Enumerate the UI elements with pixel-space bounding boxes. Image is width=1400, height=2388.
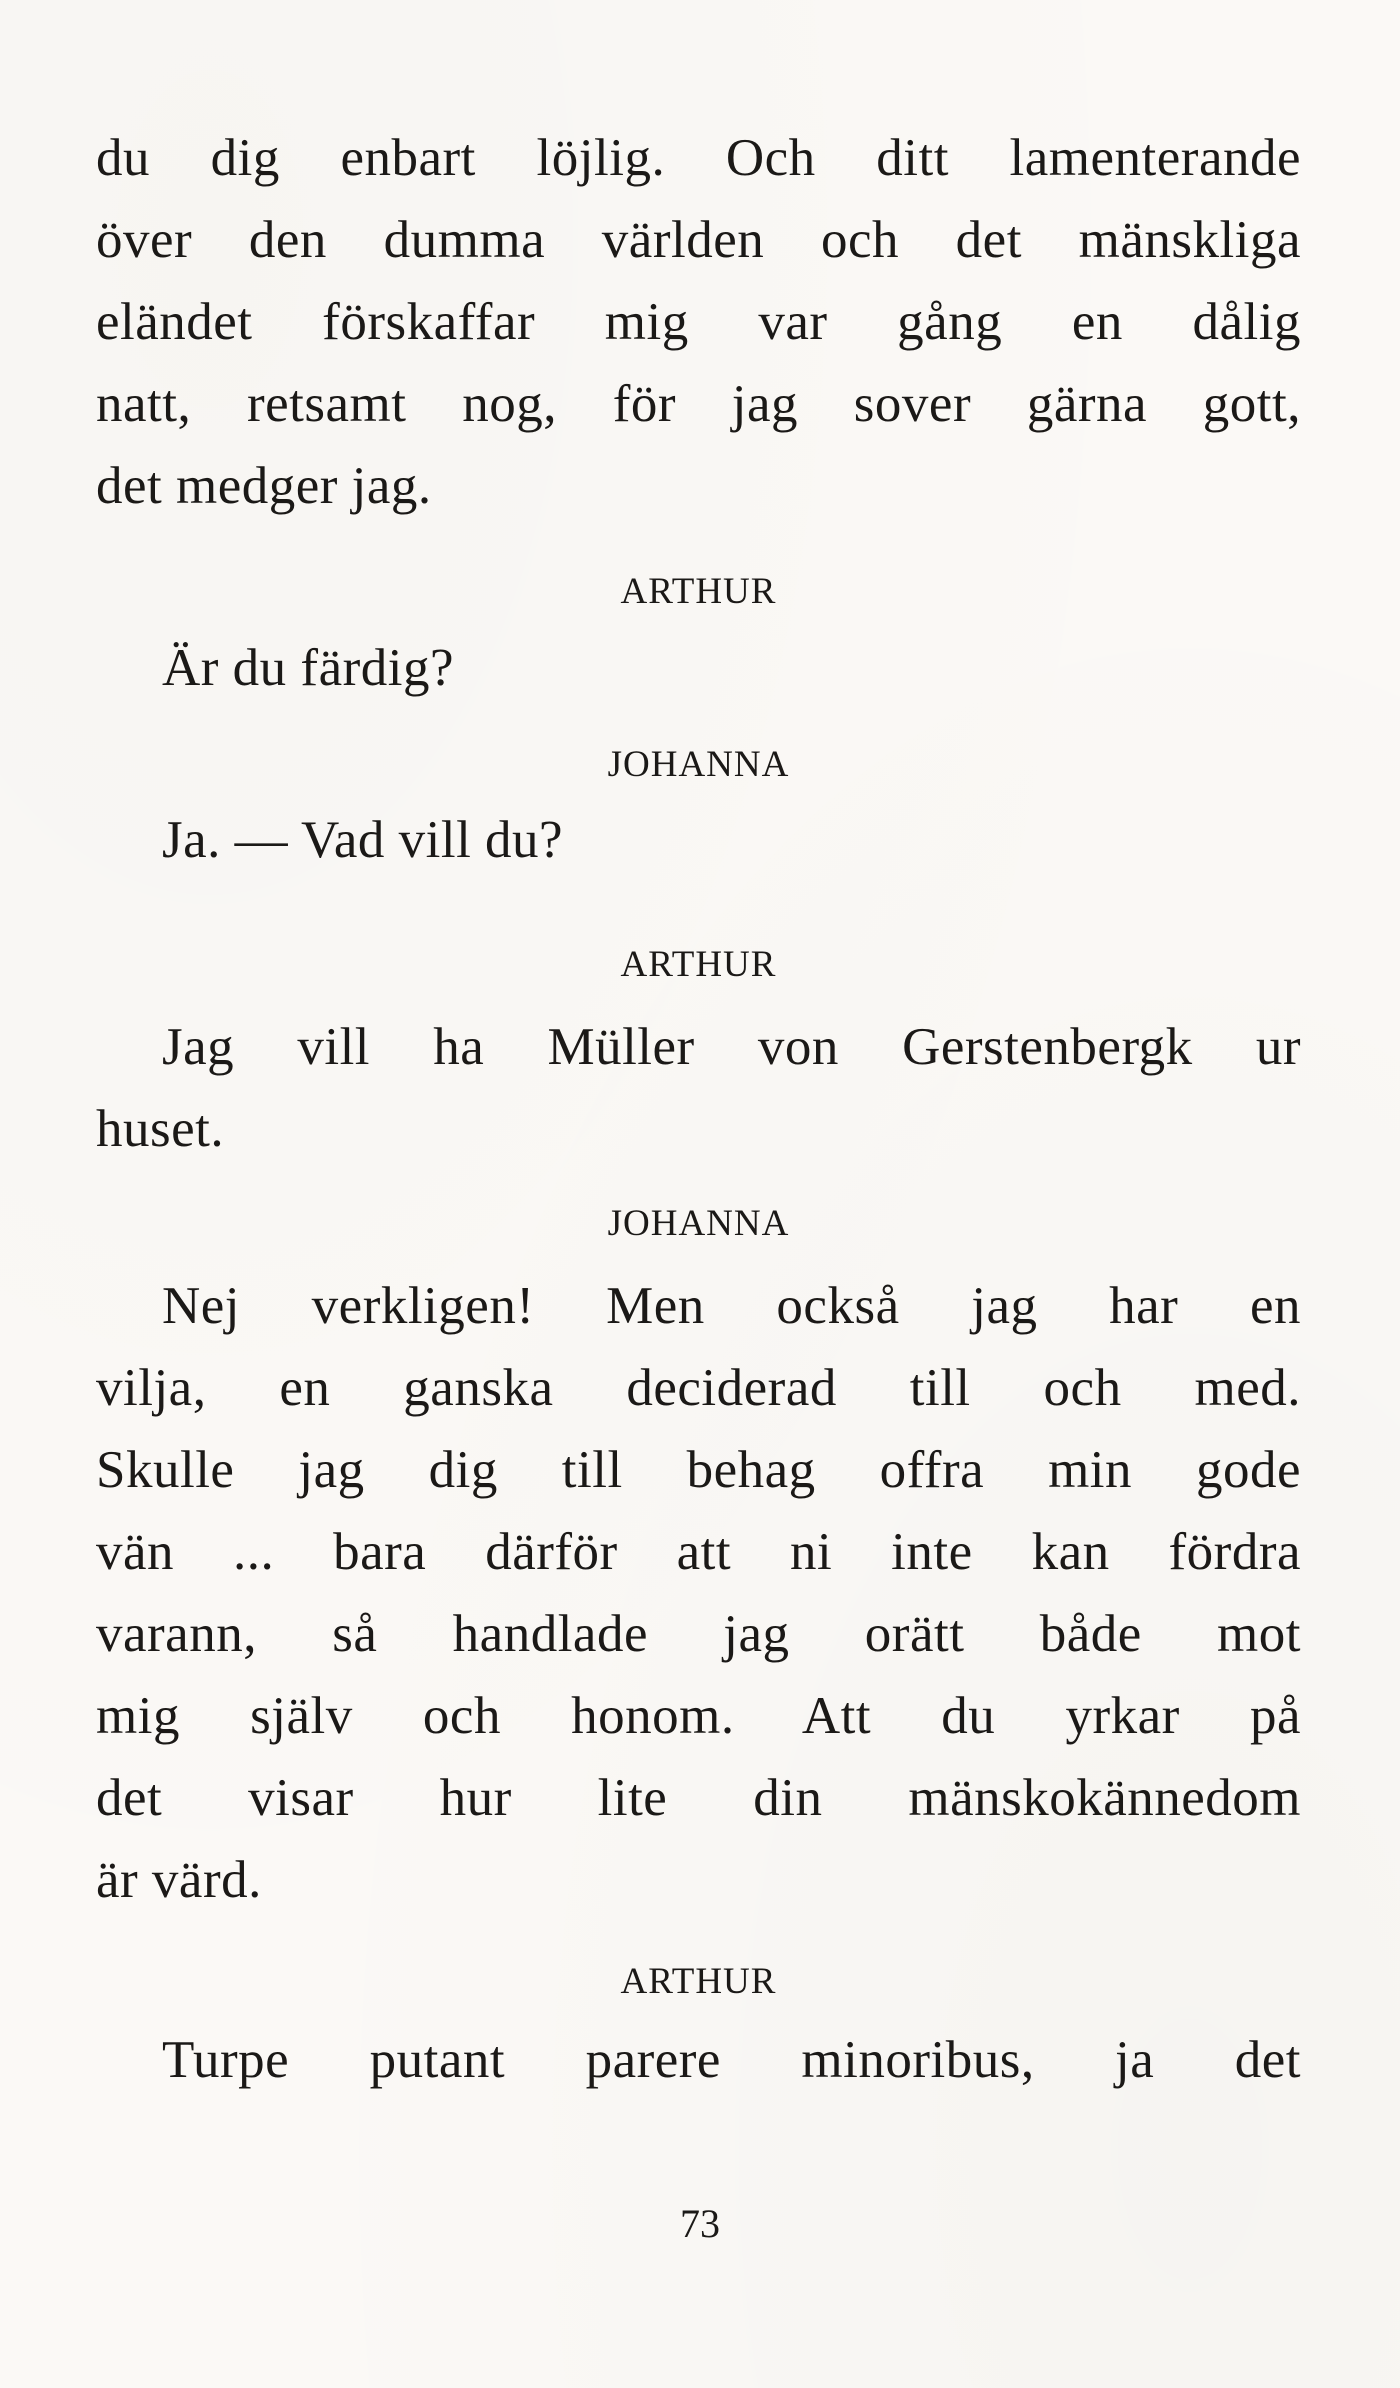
text-line: Skulle jag dig till behag offra min gode — [96, 1441, 1301, 1499]
text-line: varann, så handlade jag orätt både mot — [96, 1605, 1301, 1663]
text-line: natt, retsamt nog, för jag sover gärna gott, — [96, 375, 1301, 433]
text-line: Nej verkligen! Men också jag har en — [162, 1277, 1301, 1335]
text-line: huset. — [96, 1100, 225, 1158]
text-line: det medger jag. — [96, 457, 432, 515]
speaker-name: JOHANNA — [607, 1203, 790, 1244]
text-line: vilja, en ganska deciderad till och med. — [96, 1359, 1301, 1417]
text-line: det visar hur lite din mänskokännedom — [96, 1769, 1301, 1827]
speaker-name: ARTHUR — [620, 944, 777, 985]
page-number: 73 — [680, 2201, 720, 2246]
text-line: Turpe putant parere minoribus, ja det — [162, 2031, 1301, 2089]
speaker-name: ARTHUR — [620, 571, 777, 612]
speaker-name: ARTHUR — [620, 1961, 777, 2002]
text-line: Är du färdig? — [162, 639, 454, 697]
speaker-name: JOHANNA — [607, 744, 790, 785]
text-line: är värd. — [96, 1851, 262, 1909]
text-line: över den dumma världen och det mänskliga — [96, 211, 1301, 269]
text-line: Ja. — Vad vill du? — [162, 811, 564, 869]
text-line: eländet förskaffar mig var gång en dålig — [96, 293, 1301, 351]
text-line: vän ... bara därför att ni inte kan fördra — [96, 1523, 1301, 1581]
text-line: du dig enbart löjlig. Och ditt lamenterande — [96, 129, 1301, 187]
text-line: Jag vill ha Müller von Gerstenbergk ur — [162, 1018, 1301, 1076]
text-line: mig själv och honom. Att du yrkar på — [96, 1687, 1301, 1745]
